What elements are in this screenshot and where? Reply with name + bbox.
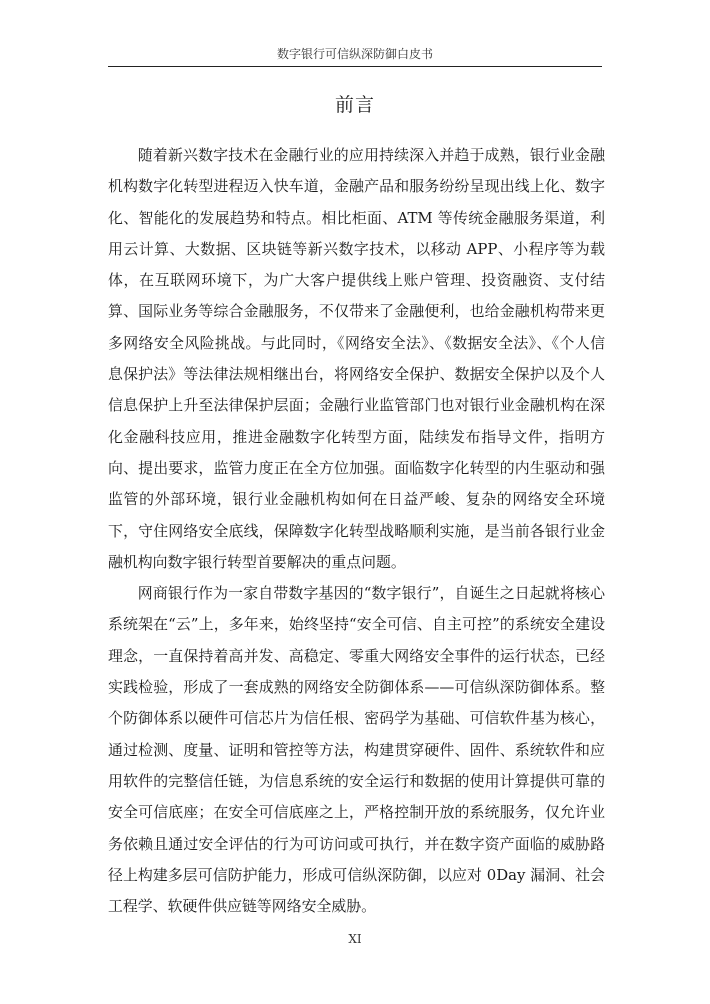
page-number: XI <box>348 932 362 946</box>
page-title: 前言 <box>334 94 375 116</box>
paragraph-2: 网商银行作为一家自带数字基因的“数字银行”，自诞生之日起就将核心系统架在“云”上，多年来，始终坚持“安全可信、自主可控”的系统安全建设理念，一直保持着高并发、高稳定、零重大网络安全事件的运行状态，已经实践检验，形成了一套成熟的网络安全防御体系——可信纵深防御体系。整个防御体系以硬件可信芯片为信任根、密码学为基础、可信软件基为核心，通过检测、度量、证明和管控等方法，构建贯穿硬件、固件、系统软件和应用软件的完整信任链，为信息系统的安全运行和数据的使用计算提供可靠的安全可信底座；在安全可信底座之上，严格控制开放的系统服务，仅允许业务依赖且通过安全评估的行为可访问或可执行，并在数字资产面临的威胁路径上构建多层可信防护能力，形成可信纵深防御，以应对 0Day 漏洞、社会工程学、软硬件供应链等网络安全威胁。 <box>108 584 605 916</box>
running-header: 数字银行可信纵深防御白皮书 <box>276 47 433 61</box>
paragraph-1: 随着新兴数字技术在金融行业的应用持续深入并趋于成熟，银行业金融机构数字化转型进程迈入快车道，金融产品和服务纷纷呈现出线上化、数字化、智能化的发展趋势和特点。相比柜面、ATM 等传统金融服务渠道，利用云计算、大数据、区块链等新兴数字技术，以移动 APP、小程序等为载体，在互联网环境下，为广大客户提供线上账户管理、投资融资、支付结算、国际业务等综合金融服务，不仅带来了金融便利，也给金融机构带来更多网络安全风险挑战。与此同时，《网络安全法》、《数据安全法》、《个人信息保护法》等法律法规相继出台，将网络安全保护、数据安全保护以及个人信息保护上升至法律保护层面；金融行业监管部门也对银行业金融机构在深化金融科技应用，推进金融数字化转型方面，陆续发布指导文件，指明方向、提出要求，监管力度正在全方位加强。面临数字化转型的内生驱动和强监管的外部环境，银行业金融机构如何在日益严峻、复杂的网络安全环境下，守住网络安全底线，保障数字化转型战略顺利实施，是当前各银行业金融机构向数字银行转型首要解决的重点问题。 <box>108 146 605 571</box>
header-divider <box>108 66 602 67</box>
body-text <box>108 140 605 922</box>
